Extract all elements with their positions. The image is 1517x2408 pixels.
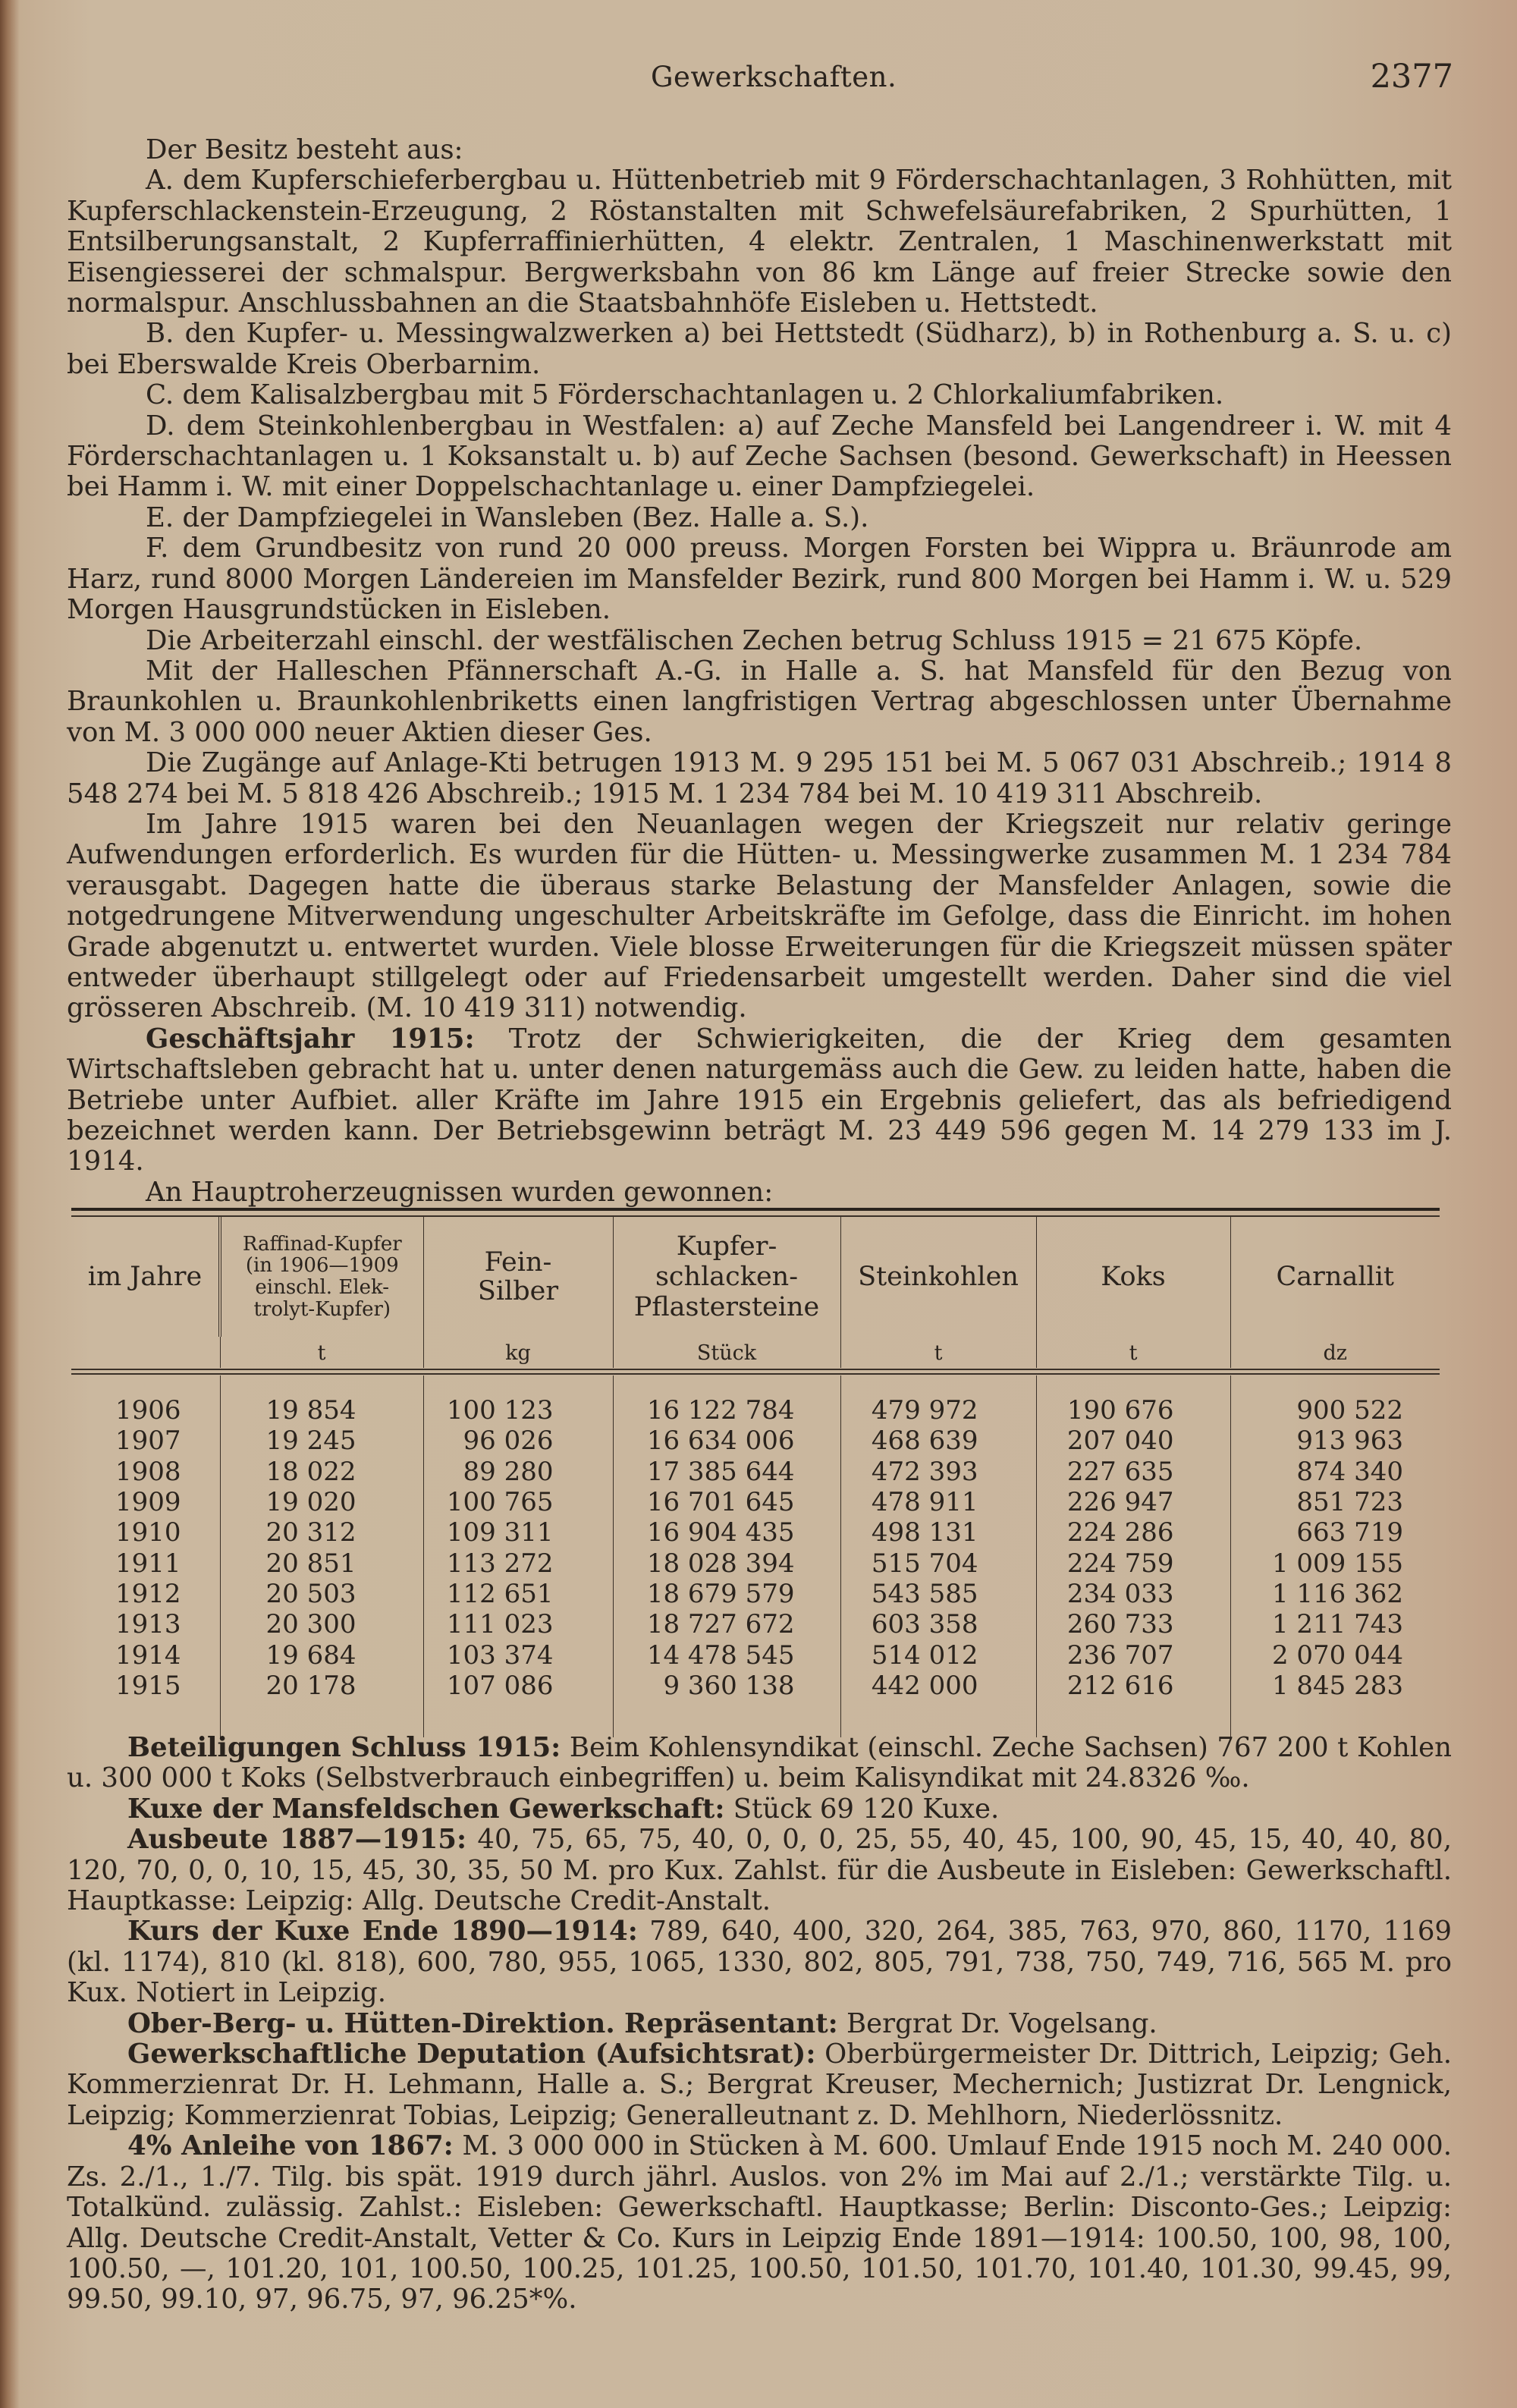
cell-raffinad-kupfer: 20 178 [220,1671,423,1701]
cell-pflastersteine: 17 385 644 [613,1457,840,1487]
cell-fein-silber: 100 123 [423,1395,613,1426]
table-row [71,1609,1440,1639]
cell-steinkohlen: 468 639 [840,1426,1036,1456]
cell-year: 1915 [115,1670,181,1701]
cell-pflastersteine: 16 122 784 [613,1395,840,1426]
column-header-fein-silber: Fein- Silber [423,1217,613,1337]
paragraph: Im Jahre 1915 waren bei den Neuanlagen wegen der Kriegszeit nur relativ geringe Aufwendungen erforderlich. Es wurden für die Hütten- u. Messingwerke zusammen M. 1 234 784 verausgabt. Dagegen hatte die überaus starke Belastung der Mansfelder Anlagen, sowie die notgedrungene Mitverwendung ungeschulter Arbeitskräfte im Gefolge, dass die Einricht. im hohen Grade abgenutzt u. entwertet wurden. Viele blosse Erweiterungen für die Kriegszeit müssen später entweder überhaupt stillgelegt oder auf Friedensarbeit umgestellt werden. Daher sind die viel grösseren Abschreib. (M. 10 419 311) notwendig. [67,808,1452,1024]
column-header-year: im Jahre [87,1261,203,1292]
table-body [71,1375,1440,1737]
cell-fein-silber: 111 023 [423,1609,613,1639]
cell-year: 1909 [115,1487,181,1518]
cell-steinkohlen: 603 358 [840,1609,1036,1639]
cell-carnallit: 1 116 362 [1230,1579,1440,1609]
paragraph: F. dem Grundbesitz von rund 20 000 preuss. Morgen Forsten bei Wippra u. Bräunrode am Harz, rund 8000 Morgen Ländereien im Mansfelder Bezirk, rund 800 Morgen bei Hamm i. W. u. 529 Morgen Hausgrundstücken in Eisleben. [67,533,1452,626]
cell-carnallit: 1 845 283 [1230,1671,1440,1701]
body-text-top [67,135,1452,1208]
column-header-carnallit: Carnallit [1230,1217,1440,1337]
paragraph: Die Zugänge auf Anlage-Kti betrugen 1913 M. 9 295 151 bei M. 5 067 031 Abschreib.; 1914 8 548 274 bei M. 5 818 426 Abschreib.; 1915 M. 1 234 784 bei M. 10 419 311 Abschreib. [67,747,1452,809]
running-title: Gewerkschaften. [651,61,897,93]
cell-year: 1907 [115,1426,181,1457]
cell-steinkohlen: 515 704 [840,1548,1036,1578]
paragraph: Mit der Halleschen Pfännerschaft A.-G. in Halle a. S. hat Mansfeld für den Bezug von Braunkohlen u. Braunkohlenbriketts einen langfristigen Vertrag abgeschlossen unter Übernahme von M. 3 000 000 neuer Aktien dieser Ges. [67,655,1452,748]
cell-year: 1911 [115,1548,181,1579]
paragraph: Der Besitz besteht aus: [146,134,463,165]
table-top-rule [71,1208,1440,1211]
paragraph: Gewerkschaftliche Deputation (Aufsichtsrat): Oberbürgermeister Dr. Dittrich, Leipzig; Geh. Kommerzienrat Dr. H. Lehmann, Halle a. S.; Bergrat Kreuser, Mechernich; Justizrat Dr. Lengnick, Leipzig; Kommerzienrat Tobias, Leipzig; Generalleutnant z. D. Mehlhorn, Niederlössnitz. [67,2039,1452,2131]
cell-carnallit: 2 070 044 [1230,1639,1440,1670]
cell-koks: 224 759 [1036,1548,1230,1578]
unit-label: t [1036,1337,1230,1368]
cell-pflastersteine: 9 360 138 [613,1671,840,1701]
table-row [71,1426,1440,1456]
table-row [71,1517,1440,1548]
unit-label: dz [1230,1337,1440,1368]
table-row [71,1395,1440,1426]
cell-carnallit: 874 340 [1230,1457,1440,1487]
cell-koks: 227 635 [1036,1457,1230,1487]
table-row [71,1548,1440,1578]
paragraph: 4% Anleihe von 1867: M. 3 000 000 in Stücken à M. 600. Umlauf Ende 1915 noch M. 240 000. Zs. 2./1., 1./7. Tilg. bis spät. 1919 durch jährl. Auslos. von 2% im Mai auf 2./1.; verstärkte Tilg. u. Totalkünd. zulässig. Zahlst.: Eisleben: Gewerkschaftl. Hauptkasse; Berlin: Disconto-Ges.; Leipzig: Allg. Deutsche Credit-Anstalt, Vetter & Co. Kurs in Leipzig Ende 1891—1914: 100.50, 100, 98, 100, 100.50, —, 101.20, 101, 100.50, 100.25, 101.25, 100.50, 101.50, 101.70, 101.40, 101.30, 99.45, 99, 99.50, 99.10, 97, 96.75, 97, 96.25*%. [67,2130,1453,2315]
paragraph: Kurs der Kuxe Ende 1890—1914: 789, 640, 400, 320, 264, 385, 763, 970, 860, 1170, 1169 (kl. 1174), 810 (kl. 818), 600, 780, 955, 1065, 1330, 802, 805, 791, 738, 750, 749, 716, 565 M. pro Kux. Notiert in Leipzig. [67,1916,1452,2009]
cell-raffinad-kupfer: 19 684 [220,1639,423,1670]
table-header-rule [71,1368,1440,1375]
paragraph: Beteiligungen Schluss 1915: Beim Kohlensyndikat (einschl. Zeche Sachsen) 767 200 t Kohlen u. 300 000 t Koks (Selbstverbrauch einbegriffen) u. beim Kalisyndikat mit 24.8326 ‰. [67,1732,1453,1794]
cell-koks: 236 707 [1036,1639,1230,1670]
paragraph: Ausbeute 1887—1915: 40, 75, 65, 75, 40, 0, 0, 0, 25, 55, 40, 45, 100, 90, 45, 15, 40, 40, 80, 120, 70, 0, 0, 10, 15, 45, 30, 35, 50 M. pro Kux. Zahlst. für die Ausbeute in Eisleben: Gewerkschaftl. Hauptkasse: Leipzig: Allg. Deutsche Credit-Anstalt. [67,1824,1452,1917]
cell-pflastersteine: 14 478 545 [613,1639,840,1670]
production-table [71,1208,1440,1737]
cell-steinkohlen: 514 012 [840,1639,1036,1670]
table-row [71,1579,1440,1609]
paragraph: Die Arbeiterzahl einschl. der westfälischen Zechen betrug Schluss 1915 = 21 675 Köpfe. [146,624,1363,656]
cell-fein-silber: 96 026 [423,1426,613,1456]
cell-raffinad-kupfer: 20 312 [220,1517,423,1548]
cell-steinkohlen: 543 585 [840,1579,1036,1609]
cell-year: 1908 [115,1456,181,1487]
unit-label [71,1337,220,1368]
cell-carnallit: 663 719 [1230,1517,1440,1548]
cell-year: 1914 [115,1639,181,1671]
paragraph: B. den Kupfer- u. Messingwalzwerken a) bei Hettstedt (Südharz), b) in Rothenburg a. S. u. c) bei Eberswalde Kreis Oberbarnim. [67,318,1452,380]
cell-year: 1913 [115,1609,181,1640]
cell-fein-silber: 103 374 [423,1639,613,1670]
table-units-row [71,1337,1440,1368]
cell-koks: 226 947 [1036,1487,1230,1517]
production-table-grid [71,1217,1440,1737]
cell-year: 1912 [115,1578,181,1609]
cell-fein-silber: 109 311 [423,1517,613,1548]
page-number: 2377 [1370,58,1453,96]
column-header-koks: Koks [1036,1217,1230,1337]
table-row [71,1487,1440,1517]
cell-koks: 234 033 [1036,1579,1230,1609]
cell-steinkohlen: 479 972 [840,1395,1036,1426]
unit-label: t [220,1337,423,1368]
cell-fein-silber: 112 651 [423,1579,613,1609]
cell-year: 1906 [115,1395,181,1426]
cell-pflastersteine: 16 904 435 [613,1517,840,1548]
paragraph: A. dem Kupferschieferbergbau u. Hüttenbetrieb mit 9 Förderschachtanlagen, 3 Rohhütten, mit Kupferschlackenstein-Erzeugung, 2 Röstanstalten mit Schwefelsäurefabriken, 2 Spurhütten, 1 Entsilberungsanstalt, 2 Kupferraffinierhütten, 4 elektr. Zentralen, 1 Maschinenwerkstatt mit Eisengiesserei der schmalspur. Bergwerksbahn von 86 km Länge auf freier Strecke sowie den normalspur. Anschlussbahnen an die Staatsbahnhöfe Eisleben u. Hettstedt. [67,165,1452,319]
cell-fein-silber: 107 086 [423,1671,613,1701]
column-header-raffinad-kupfer: Raffinad-Kupfer (in 1906—1909 einschl. Elek- trolyt-Kupfer) [220,1217,423,1337]
cell-steinkohlen: 442 000 [840,1671,1036,1701]
cell-steinkohlen: 478 911 [840,1487,1036,1517]
cell-pflastersteine: 16 634 006 [613,1426,840,1456]
cell-fein-silber: 89 280 [423,1457,613,1487]
cell-pflastersteine: 18 679 579 [613,1579,840,1609]
cell-carnallit: 851 723 [1230,1487,1440,1517]
cell-raffinad-kupfer: 20 300 [220,1609,423,1639]
cell-carnallit: 913 963 [1230,1426,1440,1456]
unit-label: kg [423,1337,613,1368]
paragraph: D. dem Steinkohlenbergbau in Westfalen: a) auf Zeche Mansfeld bei Langendreer i. W. mit 4 Förderschachtanlagen u. 1 Koksanstalt u. b) auf Zeche Sachsen (besond. Gewerkschaft) in Heessen bei Hamm i. W. mit einer Doppelschachtanlage u. einer Dampfziegelei. [67,410,1452,503]
body-text-bottom [67,1733,1452,2315]
unit-label: Stück [613,1337,840,1368]
column-header-steinkohlen: Steinkohlen [840,1217,1036,1337]
cell-koks: 207 040 [1036,1426,1230,1456]
cell-fein-silber: 113 272 [423,1548,613,1578]
cell-raffinad-kupfer: 19 854 [220,1395,423,1426]
column-header-kupferschlacken: Kupfer- schlacken- Pflastersteine [613,1217,840,1337]
cell-raffinad-kupfer: 19 020 [220,1487,423,1517]
cell-pflastersteine: 16 701 645 [613,1487,840,1517]
page-header [0,55,1517,100]
cell-raffinad-kupfer: 20 503 [220,1579,423,1609]
table-row [71,1457,1440,1487]
cell-carnallit: 1 211 743 [1230,1609,1440,1639]
paragraph: An Hauptroherzeugnissen wurden gewonnen: [146,1176,774,1208]
cell-koks: 260 733 [1036,1609,1230,1639]
cell-koks: 224 286 [1036,1517,1230,1548]
paragraph: Ober-Berg- u. Hütten-Direktion. Repräsentant: Bergrat Dr. Vogelsang. [127,2007,1157,2039]
cell-year: 1910 [115,1517,181,1548]
cell-raffinad-kupfer: 19 245 [220,1426,423,1456]
paragraph: E. der Dampfziegelei in Wansleben (Bez. Halle a. S.). [146,501,869,533]
paragraph: C. dem Kalisalzbergbau mit 5 Förderschachtanlagen u. 2 Chlorkaliumfabriken. [146,379,1224,411]
unit-label: t [840,1337,1036,1368]
table-row [71,1671,1440,1701]
cell-koks: 212 616 [1036,1671,1230,1701]
table-row [71,1639,1440,1670]
cell-raffinad-kupfer: 20 851 [220,1548,423,1578]
cell-steinkohlen: 472 393 [840,1457,1036,1487]
cell-carnallit: 900 522 [1230,1395,1440,1426]
paragraph: Geschäftsjahr 1915: Trotz der Schwierigkeiten, die der Krieg dem gesamten Wirtschaftsleben gebracht hat u. unter denen naturgemäss auch die Gew. zu leiden hatte, haben die Betriebe unter Aufbiet. aller Kräfte im Jahre 1915 ein Ergebnis geliefert, das als befriedigend bezeichnet werden kann. Der Betriebsgewinn beträgt M. 23 449 596 gegen M. 14 279 133 im J. 1914. [67,1023,1452,1177]
cell-carnallit: 1 009 155 [1230,1548,1440,1578]
cell-steinkohlen: 498 131 [840,1517,1036,1548]
cell-raffinad-kupfer: 18 022 [220,1457,423,1487]
table-header-row [71,1217,1440,1337]
cell-koks: 190 676 [1036,1395,1230,1426]
cell-pflastersteine: 18 028 394 [613,1548,840,1578]
paragraph: Kuxe der Mansfeldschen Gewerkschaft: Stück 69 120 Kuxe. [127,1793,1000,1825]
cell-pflastersteine: 18 727 672 [613,1609,840,1639]
cell-fein-silber: 100 765 [423,1487,613,1517]
